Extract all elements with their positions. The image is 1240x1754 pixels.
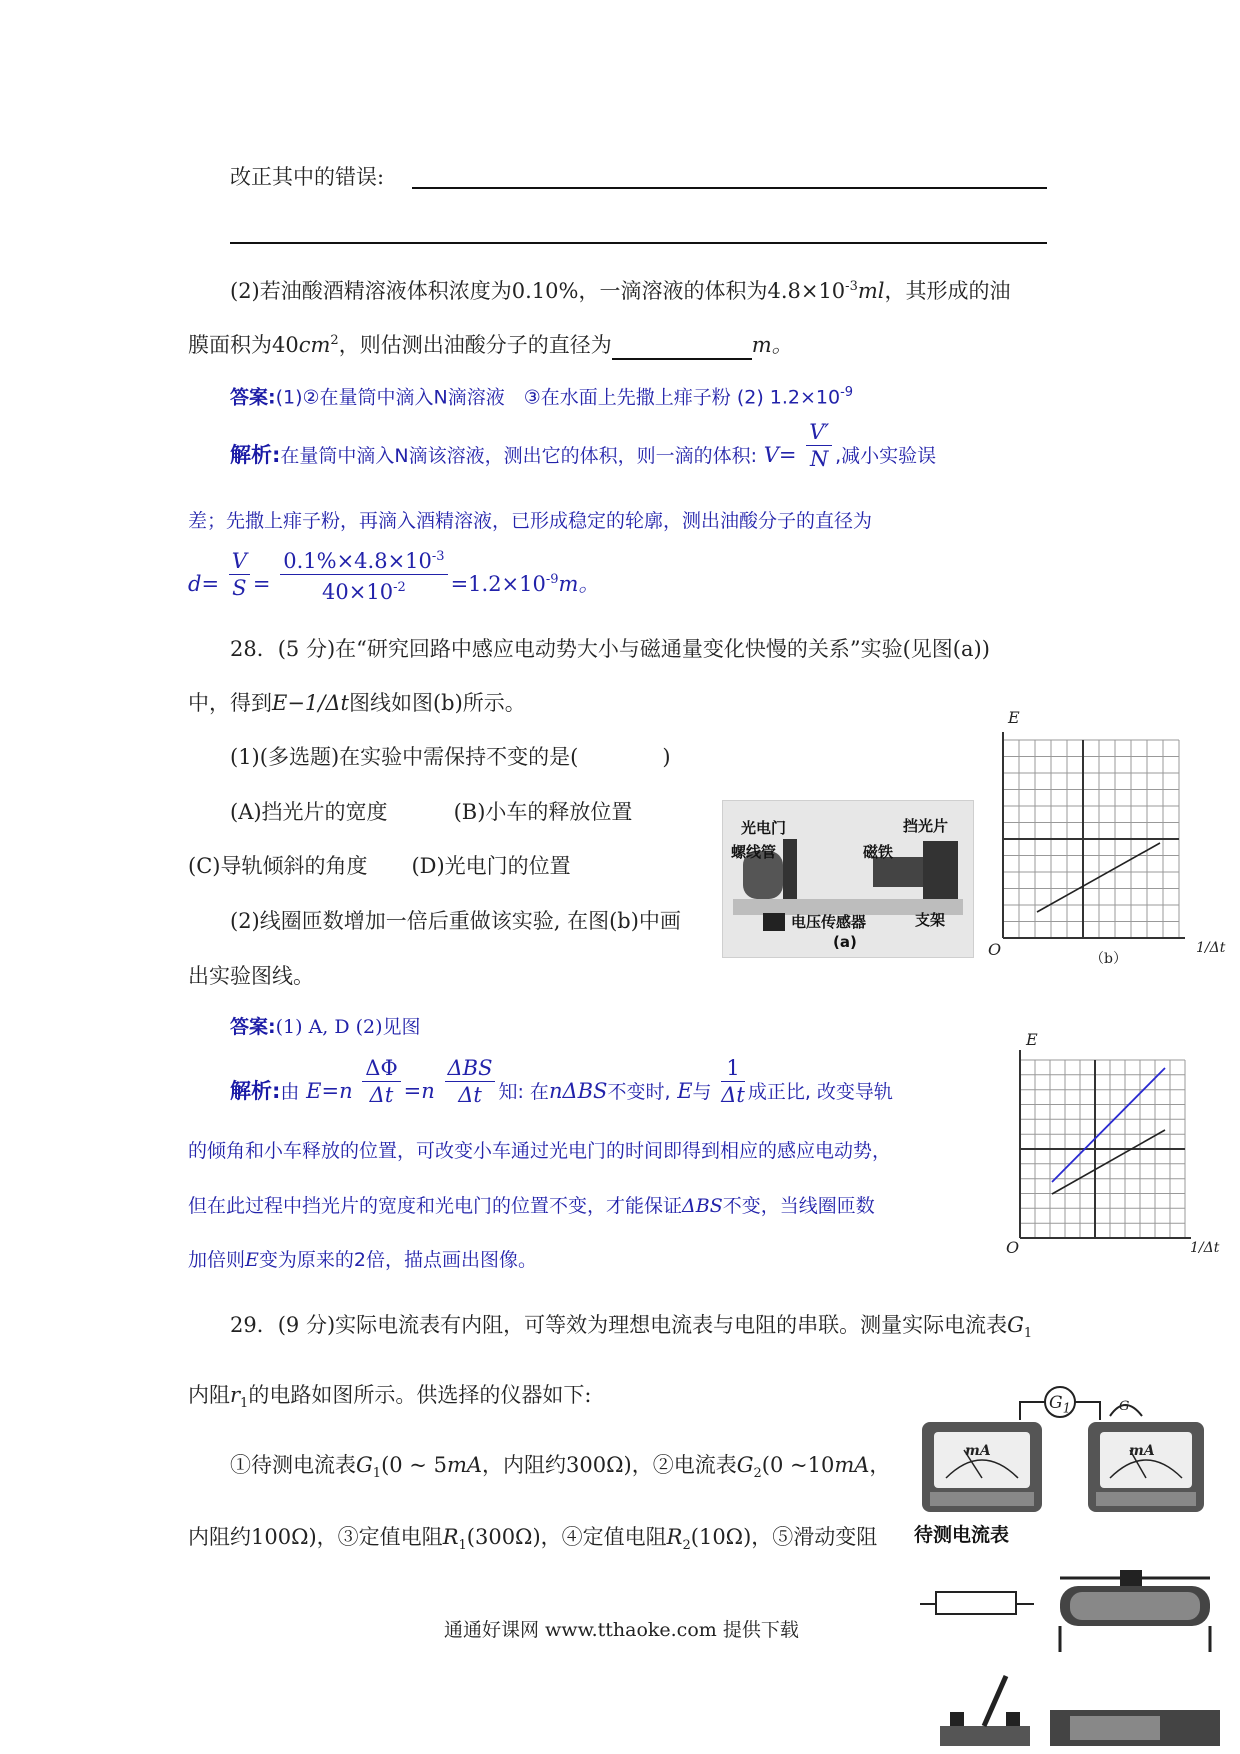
label-voltage-sensor: 电压传感器 [791, 913, 867, 931]
correct-errors-label: 改正其中的错误: [230, 165, 385, 189]
q28-part1: (1)(多选题)在实验中需保持不变的是( ) [230, 745, 671, 769]
fixed-resistor [936, 1592, 1016, 1614]
diameter-blank [612, 336, 752, 360]
experiment-photo-a [722, 800, 974, 958]
graph-b [985, 710, 1235, 970]
answer-28: 答案:(1) A, D (2)见图 [230, 1016, 421, 1038]
analysis-28-line4: 加倍则E变为原来的2倍，描点画出图像。 [188, 1249, 537, 1271]
answer-graph-y-label: E [1026, 1030, 1038, 1049]
q29-line3: ①待测电流表$G_1(0$ ~ 5mA，内阻约300Ω)，②电流表$G_2(0$ ~10mA， [230, 1453, 891, 1482]
g1-label: $G_1$ [1049, 1393, 1071, 1417]
circuit-apparatus [910, 1380, 1240, 1754]
q27-part2-line1: (2)若油酸酒精溶液体积浓度为0.10%，一滴溶液的体积为$4.8\times 10^{-3}ml$，其形成的油 [230, 279, 1011, 303]
label-solenoid: 螺线管 [731, 843, 777, 861]
meter-2-unit: mA [1129, 1443, 1155, 1459]
g2-label: G [1119, 1399, 1130, 1414]
option-c: (C)导轨倾斜的角度 [188, 854, 368, 878]
caption-a: (a) [833, 933, 857, 951]
q28-options-cd [188, 851, 571, 881]
q29-line1: 29．(9 分)实际电流表有内阻，可等效为理想电流表与电阻的串联。测量实际电流表$G_1$ [230, 1313, 1033, 1342]
analysis-27-line1: 解析:在量筒中滴入N滴该溶液，测出它的体积，则一滴的体积: V= $\frac{V'}{N}$ ,减小实验误 [230, 420, 937, 471]
graph-b-origin: O [988, 940, 1002, 959]
label-light-blocker: 挡光片 [903, 817, 949, 835]
analysis-27-line3: d= $\frac{V}{S}$ = $\frac{0.1\%\times 4.8\times 10^{-3}}{40\times 10^{-2}}$ $=1.2\times 10^{-9}m$。 [188, 565, 599, 605]
switch-lever [984, 1676, 1006, 1726]
answer-27: 答案:(1)②在量筒中滴入N滴溶液 ③在水面上先撒上痱子粉 (2) $1.2\times 10^{-9}$ [230, 385, 854, 409]
diameter-fraction-1: $\frac{V}{S}$ [229, 548, 250, 601]
analysis-28-line2: 的倾角和小车释放的位置，可改变小车通过光电门的时间即得到相应的感应电动势， [188, 1140, 892, 1162]
answer-graph-x-label: 1/Δt [1190, 1240, 1220, 1256]
volume-fraction: $\frac{V'}{N}$ [806, 419, 832, 472]
inverse-time-fraction: $\frac{1}{\Delta t}$ [721, 1056, 745, 1107]
emf-fraction-1: $\frac{\Delta\Phi}{\Delta t}$ [362, 1055, 400, 1108]
meter-caption: 待测电流表 [914, 1524, 1010, 1546]
graph-b-y-label: E [1008, 708, 1020, 727]
label-photogate: 光电门 [741, 819, 787, 837]
label-stand: 支架 [915, 911, 946, 929]
emf-fraction-2: $\frac{\text{ΔBS}}{\Delta t}$ [445, 1055, 496, 1108]
q29-line2: 内阻$r_1$的电路如图所示。供选择的仪器如下: [188, 1383, 592, 1412]
label-magnet: 磁铁 [863, 843, 894, 861]
analysis-28-line1: 解析:由 E=n $\frac{\Delta\Phi}{\Delta t}$ =n $\frac{\text{ΔBS}}{\Delta t}$ 知: 在nΔBS不变时, E与 $\frac{1}{\Delta t}$ 成正比, 改变导轨 [230, 1056, 893, 1107]
analysis-28-line3: 但在此过程中挡光片的宽度和光电门的位置不变，才能保证ΔBS不变，当线圈匝数 [188, 1195, 875, 1217]
answer-graph-original-line [1052, 1130, 1165, 1194]
q27-part2-line2: 膜面积为$40cm^2$，则估测出油酸分子的直径为 m。 [188, 326, 793, 360]
answer-graph [1005, 1040, 1240, 1265]
q28-options-ab [230, 797, 632, 827]
option-b: (B)小车的释放位置 [453, 800, 633, 824]
graph-b-x-label: 1/Δt [1196, 940, 1226, 956]
q28-part2: (2)线圈匝数增加一倍后重做该实验, 在图(b)中画 [230, 909, 681, 933]
option-d: (D)光电门的位置 [411, 854, 571, 878]
answer-blank-line-1 [412, 187, 1047, 189]
diameter-fraction-2: $\frac{0.1\%\times 4.8\times 10^{-3}}{40\times 10^{-2}}$ [280, 544, 447, 605]
q29-line4: 内阻约100Ω)，③定值电阻$R_1(300\Omega)$，④定值电阻$R_2(10\Omega)$，⑤滑动变阻 [188, 1525, 878, 1554]
answer-graph-origin: O [1006, 1238, 1020, 1257]
graph-b-caption: （b） [1090, 951, 1127, 967]
page-footer: 通通好课网 www.tthaoke.com 提供下载 [444, 1619, 799, 1641]
q28-part2-cont: 出实验图线。 [188, 964, 314, 988]
option-a: (A)挡光片的宽度 [230, 800, 388, 824]
meter-1-unit: mA [965, 1443, 991, 1459]
correct-errors-prompt [230, 162, 384, 192]
analysis-27-line2: 差；先撒上痱子粉，再滴入酒精溶液，已形成稳定的轮廓，测出油酸分子的直径为 [188, 510, 873, 532]
switch-base [940, 1726, 1030, 1746]
q28-line1: 28．(5 分)在“研究回路中感应电动势大小与磁通量变化快慢的关系”实验(见图(a)) [230, 637, 990, 661]
q28-line2: 中，得到E−1/Δt图线如图(b)所示。 [188, 691, 526, 715]
answer-blank-line-2 [230, 242, 1047, 244]
answer-graph-doubled-line [1052, 1068, 1165, 1182]
